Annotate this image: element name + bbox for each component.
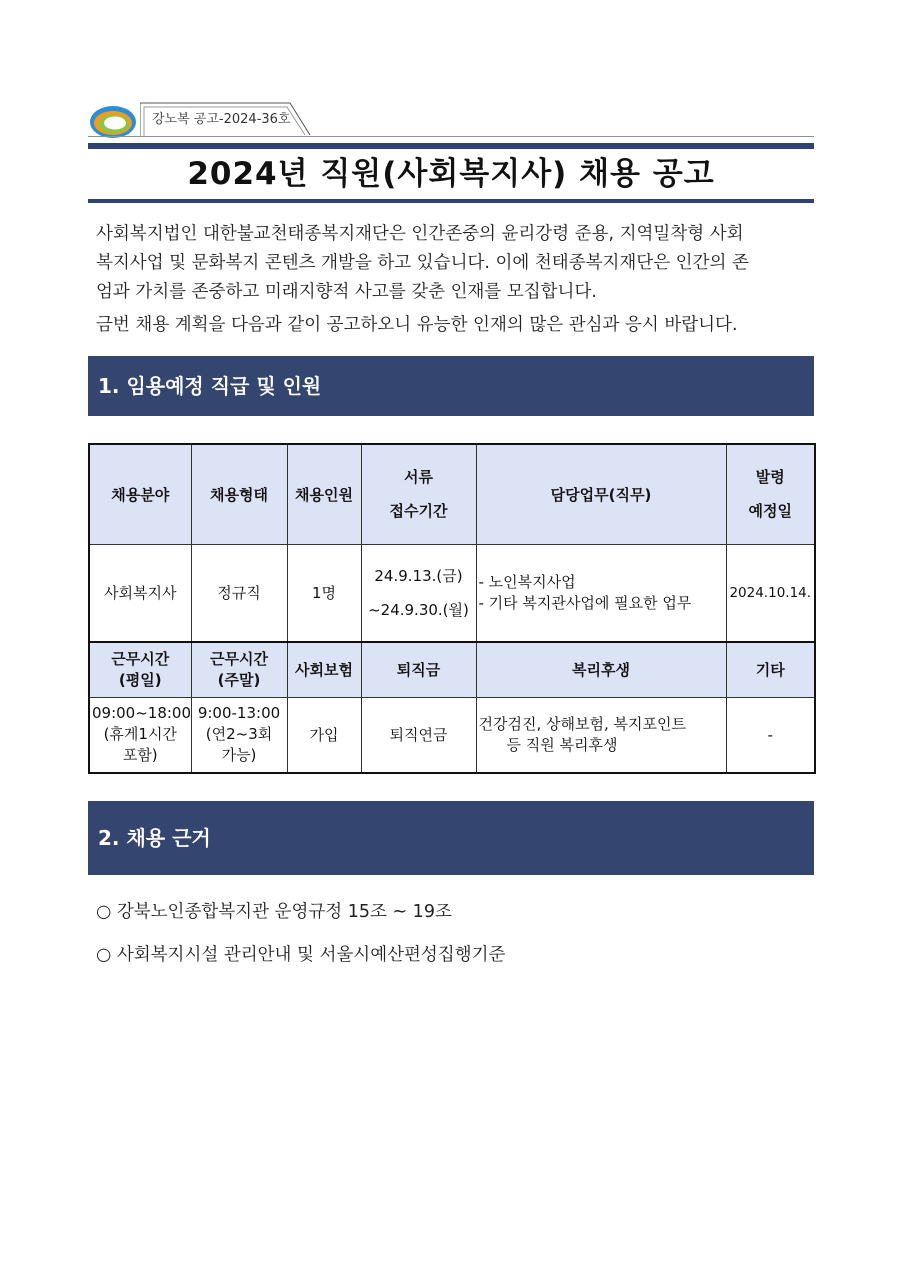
header-duty: 담당업무(직무) [476, 444, 726, 544]
intro-paragraph [96, 220, 816, 307]
section-1-banner: 1. 임용예정 직급 및 인원 [88, 356, 814, 416]
table-header-row [89, 444, 815, 544]
title-rule [88, 199, 814, 203]
cell-period: 24.9.13.(금) ~24.9.30.(월) [361, 544, 476, 642]
header-field: 채용분야 [89, 444, 191, 544]
header-insurance: 사회보험 [287, 642, 361, 697]
hiring-table [88, 443, 816, 774]
header-weekday-hours: 근무시간 (평일) [89, 642, 191, 697]
header-rule-thin [88, 136, 814, 137]
cell-weekday-hours: 09:00~18:00 (휴게1시간 포함) [89, 697, 191, 773]
section-2-banner: 2. 채용 근거 [88, 801, 814, 875]
header-period: 서류 접수기간 [361, 444, 476, 544]
table-row [89, 544, 815, 642]
header-etc: 기타 [726, 642, 815, 697]
page-title: 2024년 직원(사회복지사) 채용 공고 [187, 156, 715, 192]
table-row-2 [89, 697, 815, 773]
basis-item: ○ 사회복지시설 관리안내 및 서울시예산편성집행기준 [96, 945, 506, 965]
cell-duty: - 노인복지사업 - 기타 복지관사업에 필요한 업무 [476, 544, 726, 642]
cell-count: 1명 [287, 544, 361, 642]
header-severance: 퇴직금 [361, 642, 476, 697]
cell-weekend-hours: 9:00-13:00 (연2~3회 가능) [191, 697, 287, 773]
header-rule-thick [88, 143, 814, 149]
cell-insurance: 가입 [287, 697, 361, 773]
cell-welfare: 건강검진, 상해보험, 복지포인트 등 직원 복리후생 [476, 697, 726, 773]
intro-line: 엄과 가치를 존중하고 미래지향적 사고를 갖춘 인재를 모집합니다. [96, 282, 597, 302]
header-welfare: 복리후생 [476, 642, 726, 697]
cell-field: 사회복지사 [89, 544, 191, 642]
intro-closing: 금번 채용 계획을 다음과 같이 공고하오니 유능한 인재의 많은 관심과 응시 바랍니다. [96, 315, 738, 335]
header-count: 채용인원 [287, 444, 361, 544]
cell-type: 정규직 [191, 544, 287, 642]
table-header-row-2 [89, 642, 815, 697]
header-appoint: 발령 예정일 [726, 444, 815, 544]
basis-item: ○ 강북노인종합복지관 운영규정 15조 ~ 19조 [96, 902, 452, 922]
doc-number: 강노복 공고-2024-36호 [152, 112, 291, 127]
cell-appoint: 2024.10.14. [726, 544, 815, 642]
header-type: 채용형태 [191, 444, 287, 544]
intro-line: 복지사업 및 문화복지 콘텐츠 개발을 하고 있습니다. 이에 천태종복지재단은 인간의 존 [96, 253, 749, 273]
intro-line: 사회복지법인 대한불교천태종복지재단은 인간존중의 윤리강령 준용, 지역밀착형 사회 [96, 224, 744, 244]
cell-severance: 퇴직연금 [361, 697, 476, 773]
cell-etc: - [726, 697, 815, 773]
header-weekend-hours: 근무시간 (주말) [191, 642, 287, 697]
